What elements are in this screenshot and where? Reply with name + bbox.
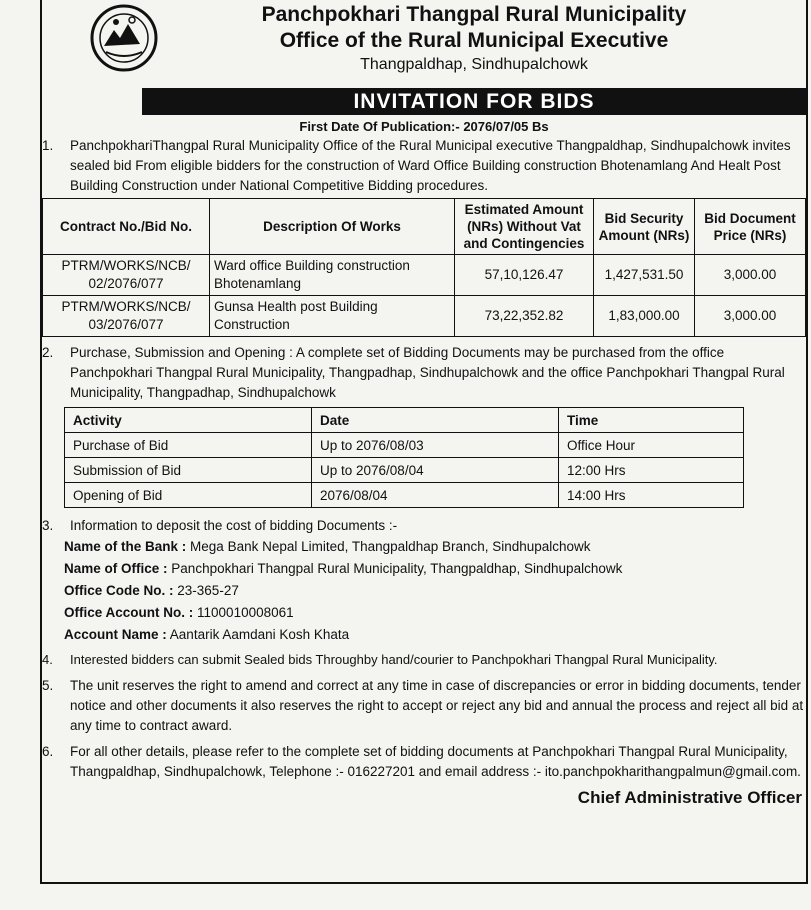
bank-name-value: Mega Bank Nepal Limited, Thangpaldhap Branch, Sindhupalchowk <box>190 539 591 554</box>
table-cell: Opening of Bid <box>65 483 312 508</box>
municipality-name: Panchpokhari Thangpal Rural Municipality <box>261 3 687 26</box>
signatory-title: Chief Administrative Officer <box>577 788 802 807</box>
table-cell: 12:00 Hrs <box>559 458 744 483</box>
table-cell: 1,427,531.50 <box>594 255 695 296</box>
table-cell: Up to 2076/08/03 <box>312 433 559 458</box>
table-row <box>65 458 744 483</box>
bank-name-line <box>64 536 806 558</box>
column-header: Description Of Works <box>210 199 455 255</box>
bank-details <box>42 536 806 646</box>
bid-table <box>42 198 806 337</box>
table-cell: Submission of Bid <box>65 458 312 483</box>
column-header: Bid Document Price (NRs) <box>695 199 806 255</box>
section-1 <box>42 136 806 196</box>
table-cell: Purchase of Bid <box>65 433 312 458</box>
office-code-label: Office Code No. : <box>64 583 174 598</box>
section-3 <box>42 516 806 536</box>
bid-notice <box>40 0 808 884</box>
section-2 <box>42 343 806 403</box>
table-cell: Ward office Building construction Bhotenamlang <box>210 255 455 296</box>
office-name-label: Name of Office : <box>64 561 168 576</box>
table-cell: 3,000.00 <box>695 255 806 296</box>
account-name-value: Aantarik Aamdani Kosh Khata <box>169 627 350 642</box>
section-number: 3. <box>42 518 54 533</box>
table-cell: PTRM/WORKS/NCB/ 03/2076/077 <box>43 296 210 337</box>
section-6 <box>42 742 806 782</box>
table-cell: Office Hour <box>559 433 744 458</box>
section-text: The unit reserves the right to amend and correct at any time in case of discrepancies or error in bidding documents, tender notice and other documents it also reserves the right to accept or reject any bid and annual the process and reject all bid at any time to contract award. <box>70 678 804 733</box>
table-header-row <box>43 199 806 255</box>
table-row <box>43 296 806 337</box>
account-name-label: Account Name : <box>64 627 167 642</box>
table-cell: Up to 2076/08/04 <box>312 458 559 483</box>
office-name-value: Panchpokhari Thangpal Rural Municipality, Thangpaldhap, Sindhupalchowk <box>171 561 623 576</box>
account-name-line <box>64 624 806 646</box>
section-text: Information to deposit the cost of bidding Documents :- <box>70 518 398 533</box>
notice-header <box>42 0 806 88</box>
table-cell: PTRM/WORKS/NCB/ 02/2076/077 <box>43 255 210 296</box>
table-cell: 73,22,352.82 <box>455 296 594 337</box>
table-cell: 57,10,126.47 <box>455 255 594 296</box>
office-code-line <box>64 580 806 602</box>
table-row <box>65 433 744 458</box>
account-number-value: 1100010008061 <box>197 605 294 620</box>
column-header: Contract No./Bid No. <box>43 199 210 255</box>
office-location: Thangpaldhap, Sindhupalchowk <box>360 56 588 73</box>
section-text: For all other details, please refer to the complete set of bidding documents at Panchpokhari Thangpal Rural Municipality, Thangpaldhap, Sindhupalchowk, Telephone :- 016227201 and email address :- ito.panchpokharithangpalmun@gmail.com. <box>70 744 801 779</box>
schedule-table <box>64 407 744 508</box>
office-code-value: 23-365-27 <box>177 583 239 598</box>
table-row <box>65 483 744 508</box>
section-text: PanchpokhariThangpal Rural Municipality Office of the Rural Municipal executive Thangpaldhap, Sindhupalchowk invites sealed bid From eligible bidders for the construction of Ward Office Building construction Bhotenamlang And Healt Post Building Construction under National Competitive Bidding procedures. <box>70 138 791 193</box>
section-number: 6. <box>42 744 54 759</box>
table-cell: 14:00 Hrs <box>559 483 744 508</box>
column-header: Activity <box>65 408 312 433</box>
account-number-label: Office Account No. : <box>64 605 194 620</box>
table-cell: 2076/08/04 <box>312 483 559 508</box>
column-header: Date <box>312 408 559 433</box>
column-header: Time <box>559 408 744 433</box>
section-5 <box>42 676 806 736</box>
notice-banner: INVITATION FOR BIDS <box>142 88 806 115</box>
column-header: Estimated Amount (NRs) Without Vat and Contingencies <box>455 199 594 255</box>
publication-date: First Date Of Publication:- 2076/07/05 Bs <box>299 119 549 134</box>
office-name-line <box>64 558 806 580</box>
header-titles <box>182 2 786 76</box>
section-4 <box>42 650 806 670</box>
section-number: 1. <box>42 138 54 153</box>
bank-name-label: Name of the Bank : <box>64 539 187 554</box>
section-number: 4. <box>42 652 53 667</box>
table-header-row <box>65 408 744 433</box>
account-number-line <box>64 602 806 624</box>
table-cell: 1,83,000.00 <box>594 296 695 337</box>
column-header: Bid Security Amount (NRs) <box>594 199 695 255</box>
section-number: 2. <box>42 345 54 360</box>
section-text: Purchase, Submission and Opening : A complete set of Bidding Documents may be purchased from the office Panchpokhari Thangpal Rural Municipality, Thangpadhap, Sindhupalchowk and the office Panchpokhari Thangpal Rural Municipality, Thangpadhap, Sindhupalchowk <box>70 345 785 400</box>
table-cell: Gunsa Health post Building Construction <box>210 296 455 337</box>
municipality-emblem-icon <box>90 4 158 72</box>
office-name: Office of the Rural Municipal Executive <box>279 29 669 52</box>
section-text: Interested bidders can submit Sealed bids Throughby hand/courier to Panchpokhari Thangpal Rural Municipality. <box>70 652 718 667</box>
table-cell: 3,000.00 <box>695 296 806 337</box>
table-row <box>43 255 806 296</box>
section-number: 5. <box>42 678 54 693</box>
